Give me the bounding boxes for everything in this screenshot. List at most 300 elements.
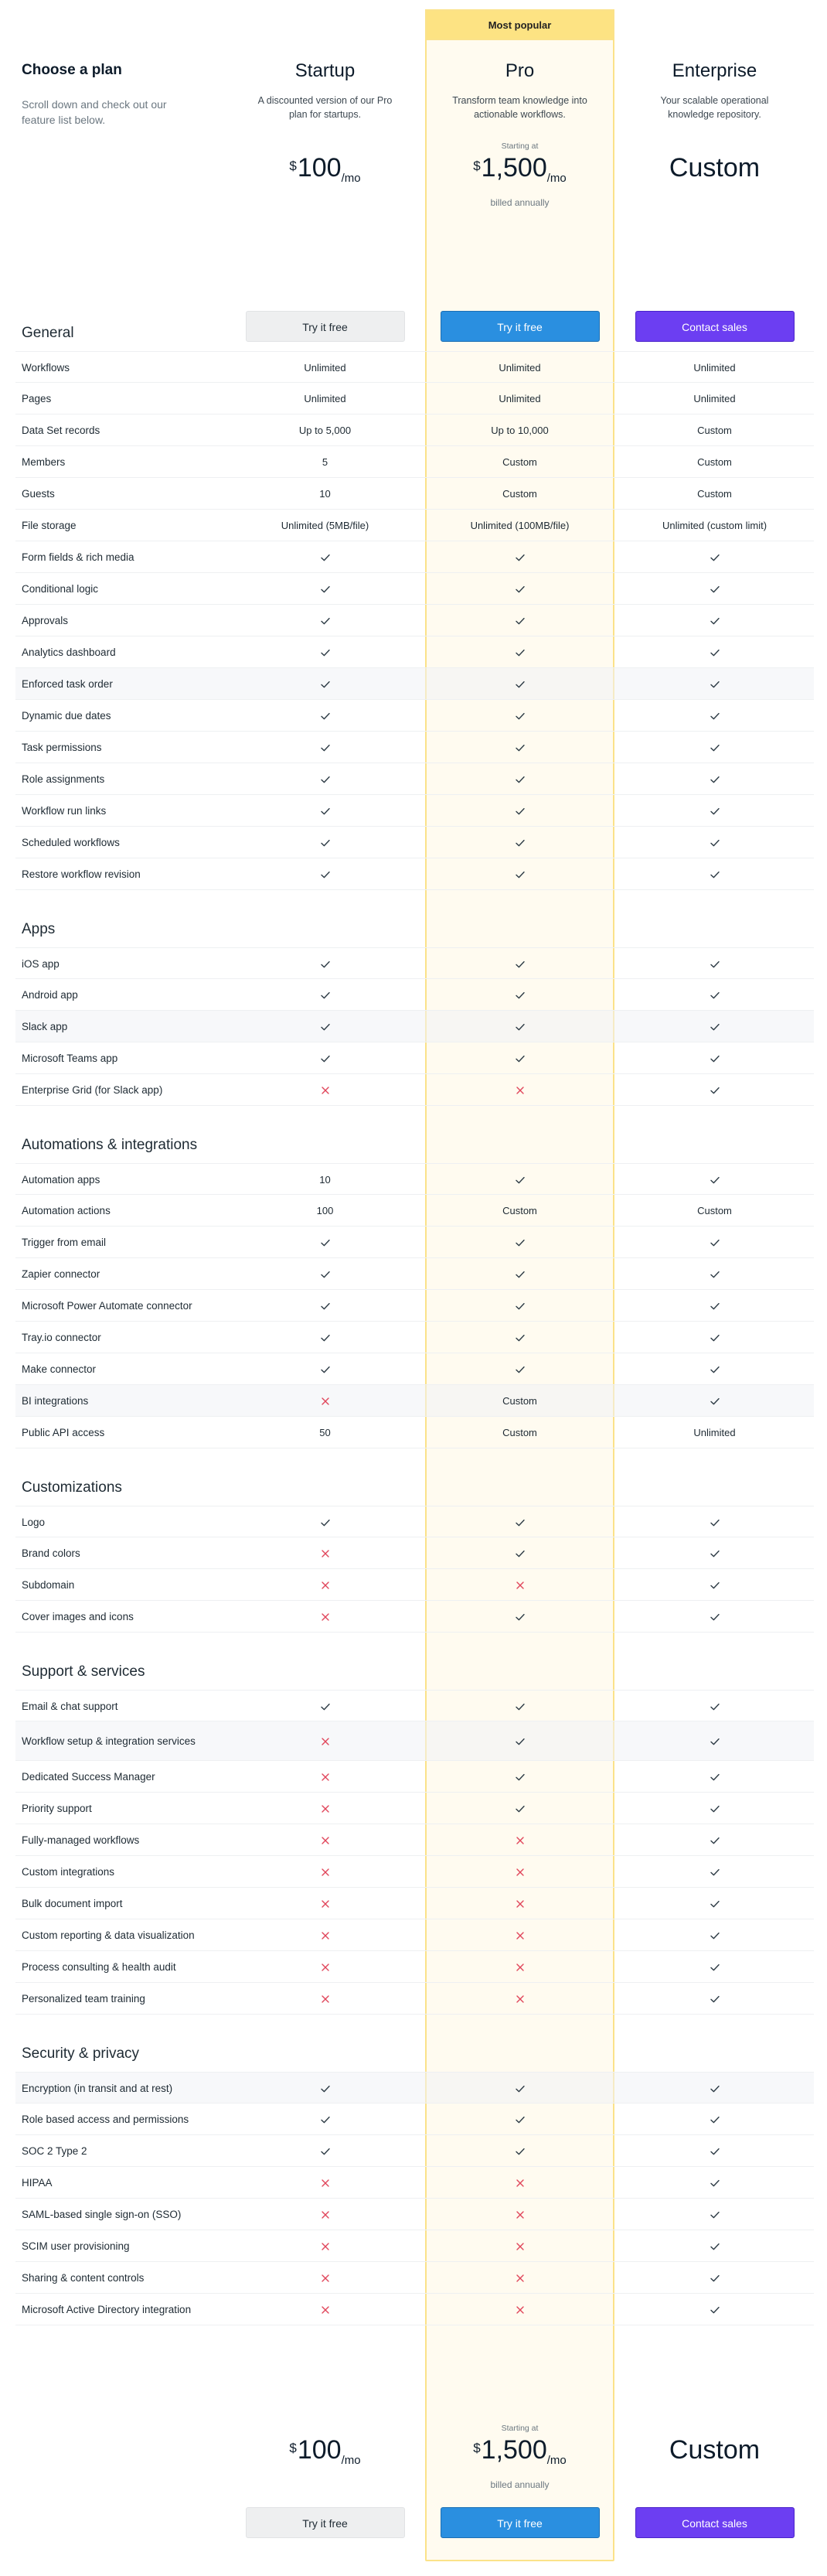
feature-label: Logo (22, 1516, 46, 1528)
cross-icon (425, 2294, 614, 2325)
check-icon (620, 1601, 809, 1633)
feature-label: Priority support (22, 1802, 92, 1814)
check-icon (620, 1164, 809, 1196)
feature-row (15, 2294, 814, 2325)
feature-label: Workflow setup & integration services (22, 1735, 196, 1747)
footer-plan-enterprise (620, 2407, 809, 2492)
feature-value: Custom (502, 488, 537, 500)
check-icon (620, 1537, 809, 1569)
check-icon (620, 827, 809, 858)
check-icon (425, 1258, 614, 1290)
feature-value: Unlimited (693, 362, 736, 374)
feature-row (15, 1385, 814, 1417)
page-subtitle: Scroll down and check out our feature list below. (22, 98, 167, 126)
feature-label: Role assignments (22, 773, 105, 785)
check-icon (425, 827, 614, 858)
feature-label: Cover images and icons (22, 1610, 134, 1622)
check-icon (425, 1290, 614, 1322)
check-icon (230, 1258, 420, 1290)
plan-startup (230, 62, 420, 210)
check-icon (425, 541, 614, 573)
plan-name: Pro (505, 60, 535, 81)
pricing-footer (0, 2407, 827, 2561)
feature-value: Unlimited (693, 393, 736, 404)
cross-icon (230, 1601, 420, 1633)
feature-value: Up to 5,000 (298, 425, 352, 436)
feature-value: Unlimited (custom limit) (662, 520, 767, 531)
page-title: Choose a plan (22, 62, 122, 78)
feature-value: Custom (697, 425, 732, 436)
check-icon (620, 1506, 809, 1538)
check-icon (620, 541, 809, 573)
feature-label: Subdomain (22, 1578, 75, 1591)
cross-icon (230, 2199, 420, 2230)
feature-row (15, 2199, 814, 2230)
cross-icon (230, 1761, 420, 1793)
feature-row (15, 1290, 814, 1322)
plan-buttons (0, 311, 827, 343)
check-icon (230, 636, 420, 668)
feature-label: Microsoft Teams app (22, 1052, 118, 1064)
footer-enterprise-contact-sales-button[interactable]: Contact sales (635, 2507, 795, 2538)
plan-price (230, 2434, 420, 2476)
feature-label: Task permissions (22, 741, 102, 753)
feature-value: Custom (502, 456, 537, 468)
feature-label: SOC 2 Type 2 (22, 2144, 87, 2157)
check-icon (620, 1983, 809, 2015)
feature-row (15, 763, 814, 795)
check-icon (425, 1227, 614, 1258)
feature-row (15, 415, 814, 446)
check-icon (425, 2103, 614, 2135)
check-icon (620, 1011, 809, 1042)
feature-row (15, 1888, 814, 1919)
footer-startup-try-free-button[interactable]: Try it free (246, 2507, 405, 2538)
feature-label: Restore workflow revision (22, 868, 141, 880)
check-icon (620, 1761, 809, 1793)
feature-row (15, 1793, 814, 1824)
feature-value: Custom (697, 456, 732, 468)
feature-row (15, 1824, 814, 1856)
billed-note (230, 197, 420, 210)
check-icon (425, 668, 614, 700)
cross-icon (425, 2230, 614, 2262)
feature-label: Dynamic due dates (22, 709, 111, 722)
feature-row (15, 1690, 814, 1721)
cross-icon (425, 2262, 614, 2294)
feature-value: Unlimited (5MB/file) (281, 520, 369, 531)
price-amount: 1,500 (481, 153, 547, 183)
cross-icon (230, 2294, 420, 2325)
check-icon (425, 1042, 614, 1074)
check-icon (425, 1322, 614, 1353)
check-icon (230, 1353, 420, 1385)
price-period: /mo (546, 172, 567, 185)
check-icon (230, 732, 420, 763)
check-icon (230, 2135, 420, 2167)
cross-icon (230, 1824, 420, 1856)
check-icon (230, 541, 420, 573)
cross-icon (425, 1983, 614, 2015)
feature-label: Custom reporting & data visualization (22, 1929, 195, 1941)
check-icon (230, 605, 420, 636)
feature-row (15, 2072, 814, 2103)
feature-label: Form fields & rich media (22, 551, 134, 563)
check-icon (620, 1290, 809, 1322)
check-icon (425, 1721, 614, 1761)
feature-label: Zapier connector (22, 1268, 100, 1280)
feature-row (15, 1506, 814, 1537)
check-icon (620, 2167, 809, 2199)
check-icon (620, 858, 809, 890)
feature-label: Fully-managed workflows (22, 1834, 140, 1846)
most-popular-badge: Most popular (425, 9, 614, 40)
starting-at-spacer (620, 2424, 809, 2434)
check-icon (425, 2135, 614, 2167)
section-title: General (22, 325, 74, 341)
cross-icon (425, 1888, 614, 1919)
feature-row (15, 947, 814, 979)
plan-description: Your scalable operational knowledge repository. (660, 95, 769, 120)
feature-value: Unlimited (304, 362, 346, 374)
feature-row (15, 700, 814, 732)
feature-row (15, 2230, 814, 2262)
feature-value: Unlimited (100MB/file) (470, 520, 570, 531)
feature-row (15, 1601, 814, 1633)
check-icon (230, 1506, 420, 1538)
cross-icon (425, 1569, 614, 1601)
feature-value: Unlimited (499, 393, 541, 404)
custom-price: Custom (669, 2435, 761, 2465)
cross-icon (230, 1721, 420, 1761)
check-icon (620, 732, 809, 763)
check-icon (425, 795, 614, 827)
feature-row (15, 1537, 814, 1569)
check-icon (425, 1691, 614, 1722)
check-icon (620, 1322, 809, 1353)
check-icon (230, 573, 420, 605)
feature-label: Microsoft Active Directory integration (22, 2303, 192, 2315)
feature-row (15, 1042, 814, 1074)
cross-icon (425, 1824, 614, 1856)
feature-row (15, 383, 814, 415)
footer-plan-startup (230, 2407, 420, 2492)
feature-row (15, 636, 814, 668)
check-icon (620, 948, 809, 980)
check-icon (620, 1721, 809, 1761)
cross-icon (230, 2167, 420, 2199)
check-icon (425, 1793, 614, 1824)
feature-value: 10 (319, 1174, 331, 1186)
feature-value: Custom (502, 1205, 537, 1216)
feature-value: 50 (319, 1427, 331, 1438)
feature-label: Brand colors (22, 1547, 80, 1559)
footer-pro-try-free-button[interactable]: Try it free (441, 2507, 600, 2538)
section-title: Automations & integrations (22, 1137, 198, 1153)
cross-icon (230, 1856, 420, 1888)
feature-row (15, 2262, 814, 2294)
check-icon (230, 763, 420, 795)
cross-icon (230, 1074, 420, 1106)
feature-label: Email & chat support (22, 1700, 118, 1712)
check-icon (620, 1951, 809, 1983)
feature-label: SCIM user provisioning (22, 2240, 130, 2252)
check-icon (230, 1322, 420, 1353)
footer-plan-pro (425, 2407, 614, 2492)
feature-value: Unlimited (499, 362, 541, 374)
cross-icon (425, 1919, 614, 1951)
feature-row (15, 541, 814, 573)
feature-row (15, 1856, 814, 1888)
cross-icon (230, 2262, 420, 2294)
check-icon (620, 979, 809, 1011)
feature-row (15, 510, 814, 541)
plan-name: Enterprise (672, 60, 757, 81)
check-icon (620, 636, 809, 668)
feature-label: Process consulting & health audit (22, 1960, 176, 1973)
check-icon (620, 2230, 809, 2262)
check-icon (425, 605, 614, 636)
feature-row (15, 1761, 814, 1793)
cross-icon (230, 1951, 420, 1983)
check-icon (230, 2103, 420, 2135)
feature-row (15, 979, 814, 1011)
cross-icon (230, 2230, 420, 2262)
check-icon (620, 2103, 809, 2135)
section-title: Support & services (22, 1663, 145, 1680)
check-icon (620, 1385, 809, 1417)
feature-label: Role based access and permissions (22, 2113, 189, 2125)
check-icon (230, 948, 420, 980)
feature-row (15, 668, 814, 700)
cross-icon (230, 1793, 420, 1824)
check-icon (230, 1042, 420, 1074)
feature-row (15, 351, 814, 383)
cross-icon (425, 1074, 614, 1106)
feature-row (15, 478, 814, 510)
check-icon (425, 1164, 614, 1196)
feature-value: Custom (697, 488, 732, 500)
feature-label: Enterprise Grid (for Slack app) (22, 1083, 163, 1096)
feature-label: HIPAA (22, 2176, 53, 2189)
startup-try-free-button[interactable]: Try it free (246, 311, 405, 342)
feature-row (15, 858, 814, 890)
feature-value: 5 (322, 456, 328, 468)
check-icon (425, 1761, 614, 1793)
feature-label: Analytics dashboard (22, 646, 116, 658)
check-icon (620, 795, 809, 827)
feature-label: Make connector (22, 1363, 97, 1375)
plan-description: Transform team knowledge into actionable workflows. (452, 95, 587, 120)
check-icon (425, 1537, 614, 1569)
starting-at-label: Starting at (501, 142, 539, 151)
check-icon (425, 2073, 614, 2104)
check-icon (425, 573, 614, 605)
feature-label: Automation apps (22, 1173, 100, 1186)
check-icon (230, 1290, 420, 1322)
check-icon (620, 1888, 809, 1919)
pro-try-free-button[interactable]: Try it free (441, 311, 600, 342)
plan-price (425, 152, 614, 194)
feature-row (15, 1195, 814, 1227)
check-icon (620, 605, 809, 636)
check-icon (620, 1258, 809, 1290)
feature-label: Dedicated Success Manager (22, 1770, 155, 1783)
check-icon (425, 979, 614, 1011)
feature-label: BI integrations (22, 1394, 89, 1407)
check-icon (425, 1353, 614, 1385)
feature-label: Sharing & content controls (22, 2271, 145, 2284)
plan-price (425, 2434, 614, 2476)
feature-row (15, 2103, 814, 2135)
feature-label: Android app (22, 988, 78, 1001)
price-amount: 1,500 (481, 2435, 547, 2465)
check-icon (620, 2135, 809, 2167)
feature-row (15, 795, 814, 827)
feature-row (15, 1353, 814, 1385)
feature-row (15, 2167, 814, 2199)
feature-label: Workflows (22, 361, 70, 374)
feature-label: Members (22, 455, 66, 468)
feature-label: Guests (22, 487, 55, 500)
feature-value: Custom (502, 1395, 537, 1407)
feature-value: Custom (502, 1427, 537, 1438)
feature-label: File storage (22, 519, 77, 531)
feature-label: iOS app (22, 957, 60, 970)
feature-row (15, 827, 814, 858)
check-icon (230, 668, 420, 700)
feature-row (15, 1227, 814, 1258)
plan-price (230, 152, 420, 194)
feature-label: Approvals (22, 614, 69, 626)
check-icon (620, 763, 809, 795)
feature-label: Data Set records (22, 424, 100, 436)
check-icon (230, 858, 420, 890)
check-icon (230, 827, 420, 858)
check-icon (620, 2262, 809, 2294)
price-period: /mo (341, 2454, 361, 2467)
billed-note (230, 2479, 420, 2492)
billed-note: billed annually (490, 2479, 550, 2490)
cross-icon (230, 1919, 420, 1951)
feature-row (15, 1721, 814, 1761)
feature-row (15, 1417, 814, 1448)
feature-label: Workflow run links (22, 804, 107, 817)
feature-row (15, 1983, 814, 2015)
check-icon (620, 1691, 809, 1722)
check-icon (425, 858, 614, 890)
feature-value: 10 (319, 488, 331, 500)
cross-icon (230, 1983, 420, 2015)
feature-label: Enforced task order (22, 677, 113, 690)
cross-icon (425, 1856, 614, 1888)
check-icon (620, 1353, 809, 1385)
check-icon (620, 1919, 809, 1951)
plan-enterprise (620, 62, 809, 210)
price-amount: 100 (297, 153, 342, 183)
feature-row (15, 1074, 814, 1106)
cross-icon (425, 1951, 614, 1983)
check-icon (620, 1227, 809, 1258)
check-icon (230, 2073, 420, 2104)
check-icon (425, 732, 614, 763)
cross-icon (425, 2199, 614, 2230)
price-currency: $ (473, 159, 481, 173)
check-icon (620, 2199, 809, 2230)
price-currency: $ (473, 2441, 481, 2455)
feature-value: Unlimited (304, 393, 346, 404)
price-currency: $ (289, 2441, 297, 2455)
cross-icon (230, 1569, 420, 1601)
cross-icon (425, 2167, 614, 2199)
feature-label: Custom integrations (22, 1865, 115, 1878)
feature-value: Unlimited (693, 1427, 736, 1438)
feature-row (15, 1322, 814, 1353)
price-currency: $ (289, 159, 297, 173)
feature-row (15, 1163, 814, 1195)
check-icon (620, 1074, 809, 1106)
starting-at-spacer (620, 142, 809, 152)
check-icon (425, 700, 614, 732)
check-icon (230, 1011, 420, 1042)
check-icon (230, 1691, 420, 1722)
cross-icon (230, 1888, 420, 1919)
price-amount: 100 (297, 2435, 342, 2465)
billed-note: billed annually (490, 197, 550, 208)
feature-label: Scheduled workflows (22, 836, 120, 848)
check-icon (620, 1042, 809, 1074)
feature-label: Personalized team training (22, 1992, 145, 2005)
feature-label: Public API access (22, 1426, 105, 1438)
feature-row (15, 1258, 814, 1290)
check-icon (620, 1856, 809, 1888)
check-icon (620, 700, 809, 732)
enterprise-contact-sales-button[interactable]: Contact sales (635, 311, 795, 342)
check-icon (620, 1824, 809, 1856)
feature-value: Custom (697, 1205, 732, 1216)
feature-row (15, 732, 814, 763)
check-icon (425, 1601, 614, 1633)
custom-price: Custom (669, 153, 761, 183)
feature-row (15, 1569, 814, 1601)
feature-label: SAML-based single sign-on (SSO) (22, 2208, 182, 2220)
feature-label: Encryption (in transit and at rest) (22, 2082, 173, 2094)
feature-value: Up to 10,000 (491, 425, 549, 436)
feature-row (15, 1919, 814, 1951)
check-icon (620, 2073, 809, 2104)
feature-label: Conditional logic (22, 582, 99, 595)
feature-row (15, 1011, 814, 1042)
feature-row (15, 446, 814, 478)
check-icon (425, 1011, 614, 1042)
starting-at-label: Starting at (501, 2424, 539, 2433)
price-period: /mo (546, 2454, 567, 2467)
check-icon (620, 2294, 809, 2325)
feature-label: Microsoft Power Automate connector (22, 1299, 192, 1312)
feature-label: Automation actions (22, 1204, 111, 1216)
feature-label: Bulk document import (22, 1897, 123, 1909)
section-title: Apps (22, 921, 56, 937)
check-icon (620, 1793, 809, 1824)
feature-row (15, 2135, 814, 2167)
check-icon (425, 763, 614, 795)
check-icon (230, 795, 420, 827)
check-icon (230, 979, 420, 1011)
check-icon (620, 668, 809, 700)
cross-icon (230, 1537, 420, 1569)
plan-description: A discounted version of our Pro plan for startups. (257, 95, 393, 120)
cross-icon (230, 1385, 420, 1417)
